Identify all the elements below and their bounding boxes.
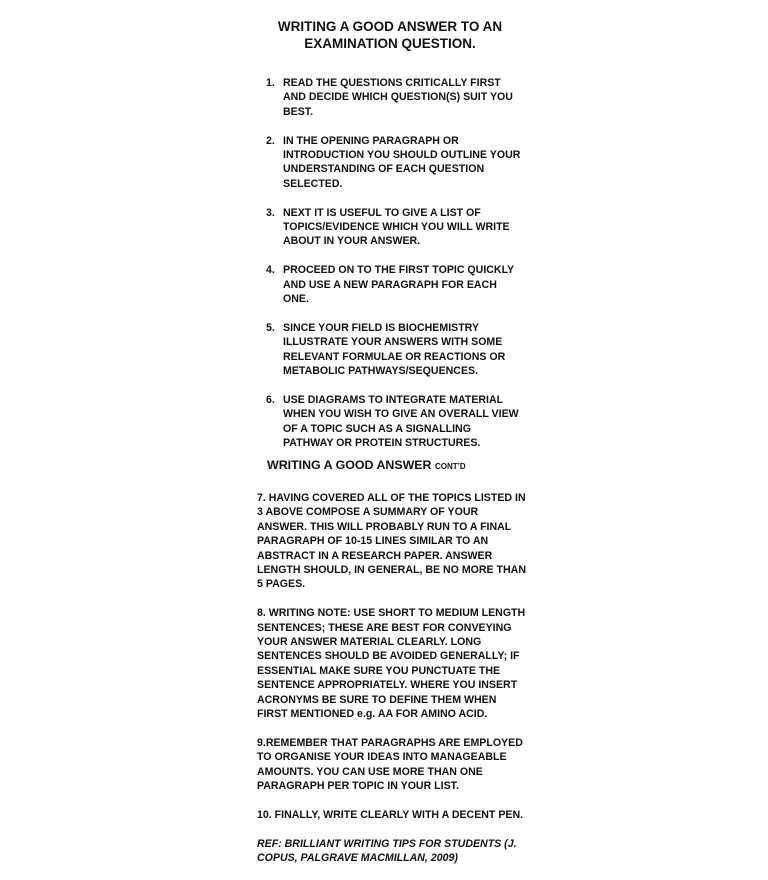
paragraph-7: 7. HAVING COVERED ALL OF THE TOPICS LISTED IN 3 ABOVE COMPOSE A SUMMARY OF YOUR ANSWER. THIS WILL PROBABLY RUN TO A FINAL PARAGRAPH OF 10-15 LINES SIMILAR TO AN ABSTRACT IN A RESEARCH PAPER. ANSWER LENGTH SHOULD, IN GENERAL, BE NO MORE THAN 5 PAGES. <box>257 492 526 591</box>
step-number: 4. <box>266 264 275 277</box>
step-number: 6. <box>266 393 275 406</box>
document-title <box>270 18 510 52</box>
step-item <box>262 393 524 451</box>
subtitle-contd: CONT’D <box>434 462 466 471</box>
section-subtitle <box>267 457 466 475</box>
subtitle-main: WRITING A GOOD ANSWER <box>267 458 432 472</box>
step-item <box>262 76 524 119</box>
step-number: 1. <box>266 77 275 89</box>
step-text: PROCEED ON TO THE FIRST TOPIC QUICKLY AND USE A NEW PARAGRAPH FOR EACH ONE. <box>283 264 514 306</box>
title-line-1: WRITING A GOOD ANSWER TO AN <box>277 19 503 34</box>
step-text: IN THE OPENING PARAGRAPH OR INTRODUCTION YOU SHOULD OUTLINE YOUR UNDERSTANDING OF EACH QUESTION SELECTED. <box>283 134 521 190</box>
step-text: SINCE YOUR FIELD IS BIOCHEMISTRY ILLUSTRATE YOUR ANSWERS WITH SOME RELEVANT FORMULAE OR REACTIONS OR METABOLIC PATHWAYS/SEQUENCES. <box>283 321 506 378</box>
paragraph-10: 10. FINALLY, WRITE CLEARLY WITH A DECENT PEN. <box>257 808 524 821</box>
continued-section <box>257 491 527 880</box>
step-number: 2. <box>266 134 275 147</box>
paragraph-9: 9.REMEMBER THAT PARAGRAPHS ARE EMPLOYED TO ORGANISE YOUR IDEAS INTO MANAGEABLE AMOUNTS. YOU CAN USE MORE THAN ONE PARAGRAPH PER TOPIC IN YOUR LIST. <box>257 736 523 793</box>
title-line-2: EXAMINATION QUESTION. <box>304 36 476 51</box>
reference-citation: REF: BRILLIANT WRITING TIPS FOR STUDENTS (J. COPUS, PALGRAVE MACMILLAN, 2009) <box>257 837 517 865</box>
step-item <box>262 321 524 379</box>
steps-list <box>262 76 524 465</box>
step-number: 5. <box>266 321 275 334</box>
paragraph-8: 8. WRITING NOTE: USE SHORT TO MEDIUM LENGTH SENTENCES; THESE ARE BEST FOR CONVEYING YOUR ANSWER MATERIAL CLEARLY. LONG SENTENCES SHOULD BE AVOIDED GENERALLY; IF ESSENTIAL MAKE SURE YOU PUNCTUATE THE SENTENCE APPROPRIATELY. WHERE YOU INSERT ACRONYMS BE SURE TO DEFINE THEM WHEN FIRST MENTIONED e.g. AA FOR AMINO ACID. <box>257 607 526 721</box>
step-text: NEXT IT IS USEFUL TO GIVE A LIST OF TOPICS/EVIDENCE WHICH YOU WILL WRITE ABOUT IN YOUR ANSWER. <box>283 206 510 248</box>
step-item <box>262 134 524 192</box>
step-item <box>262 263 524 306</box>
step-number: 3. <box>266 206 275 219</box>
step-item <box>262 206 524 249</box>
step-text: USE DIAGRAMS TO INTEGRATE MATERIAL WHEN YOU WISH TO GIVE AN OVERALL VIEW OF A TOPIC SUCH AS A SIGNALLING PATHWAY OR PROTEIN STRUCTURES. <box>283 393 519 450</box>
step-text: READ THE QUESTIONS CRITICALLY FIRST AND DECIDE WHICH QUESTION(S) SUIT YOU BEST. <box>283 77 513 118</box>
